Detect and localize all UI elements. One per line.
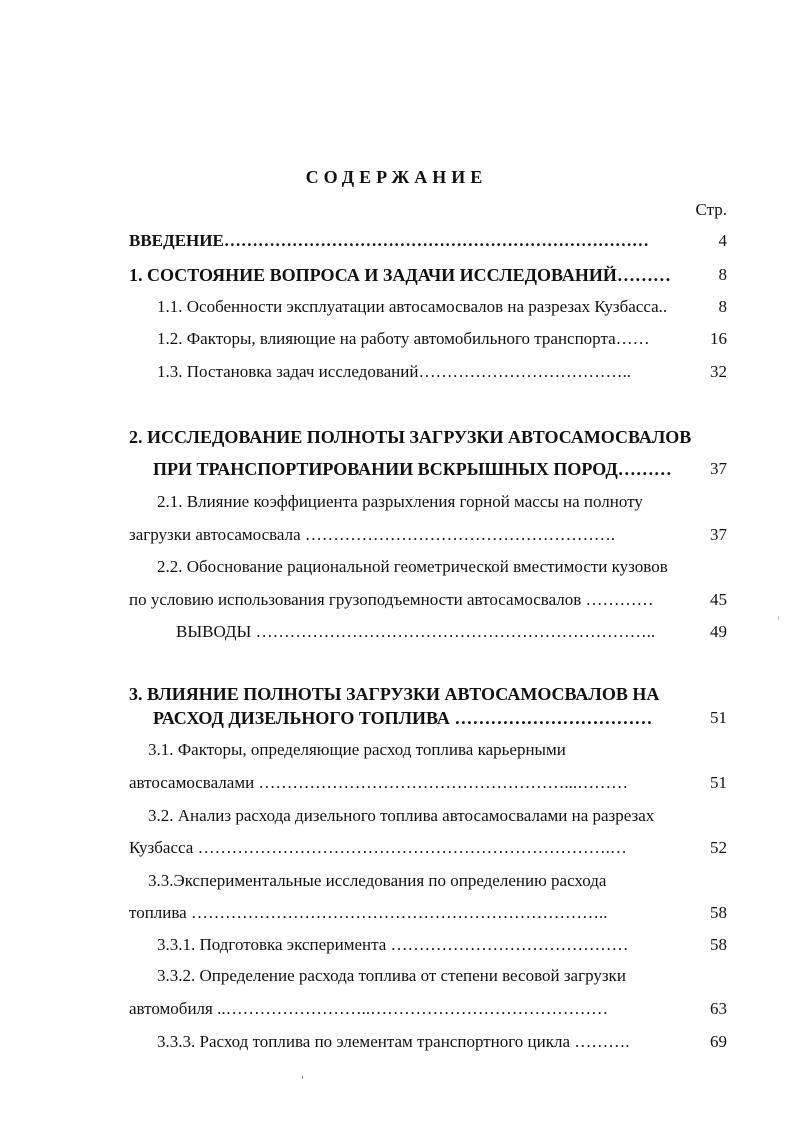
toc-entry-chapter-1[interactable]: 1. СОСТОЯНИЕ ВОПРОСА И ЗАДАЧИ ИССЛЕДОВАНИЙ……… — [129, 265, 671, 285]
toc-entry-2-1[interactable]: 2.1. Влияние коэффициента разрыхления горной массы на полноту — [157, 492, 643, 511]
toc-entry-chapter-3[interactable]: 3. ВЛИЯНИЕ ПОЛНОТЫ ЗАГРУЗКИ АВТОСАМОСВАЛОВ НА — [129, 684, 660, 704]
toc-page-3-3-3: 69 — [710, 1032, 727, 1051]
toc-entry-3-3-2[interactable]: 3.3.2. Определение расхода топлива от степени весовой загрузки — [157, 966, 626, 985]
toc-page-1-2: 16 — [710, 329, 727, 348]
toc-entry-3-3[interactable]: 3.3.Экспериментальные исследования по определению расхода — [148, 871, 607, 890]
toc-entry-3-3-2-cont[interactable]: автомобиля ..……………………..…………………………………… — [129, 999, 609, 1018]
toc-entry-introduction[interactable]: ВВЕДЕНИЕ………………………………………………………………… — [129, 231, 649, 250]
toc-entry-chapter-2[interactable]: 2. ИССЛЕДОВАНИЕ ПОЛНОТЫ ЗАГРУЗКИ АВТОСАМОСВАЛОВ — [129, 427, 692, 447]
toc-entry-1-2[interactable]: 1.2. Факторы, влияющие на работу автомобильного транспорта…… — [157, 329, 650, 348]
toc-entry-3-1[interactable]: 3.1. Факторы, определяющие расход топлива карьерными — [148, 740, 566, 759]
toc-page-introduction: 4 — [718, 231, 727, 250]
toc-page-chapter-1: 8 — [718, 265, 727, 284]
toc-entry-3-3-3[interactable]: 3.3.3. Расход топлива по элементам транспортного цикла ………. — [157, 1032, 630, 1051]
toc-entry-1-3[interactable]: 1.3. Постановка задач исследований……………………………….. — [157, 362, 631, 381]
toc-page-chapter-3: 51 — [710, 708, 727, 727]
toc-page-3-2: 52 — [710, 838, 727, 857]
toc-page-2-2: 45 — [710, 590, 727, 609]
toc-entry-1-1[interactable]: 1.1. Особенности эксплуатации автосамосвалов на разрезах Кузбасса.. — [157, 297, 668, 316]
toc-entry-2-2-cont[interactable]: по условию использования грузоподъемности автосамосвалов ………… — [129, 590, 654, 609]
scan-speck — [302, 1076, 303, 1079]
toc-page-chapter-2: 37 — [710, 459, 727, 478]
toc-page-3-3-1: 58 — [710, 935, 727, 954]
toc-entry-3-2-cont[interactable]: Кузбасса ……………………………………………………………….… — [129, 838, 627, 857]
toc-page-3-1: 51 — [710, 773, 727, 792]
toc-entry-2-2[interactable]: 2.2. Обоснование рациональной геометрической вместимости кузовов — [157, 557, 668, 576]
toc-page-1-1: 8 — [718, 297, 727, 316]
toc-entry-2-1-cont[interactable]: загрузки автосамосвала ………………………………………………. — [129, 525, 616, 544]
toc-page-3-3-2: 63 — [710, 999, 727, 1018]
toc-entry-chapter-3-cont[interactable]: РАСХОД ДИЗЕЛЬНОГО ТОПЛИВА …………………………… — [153, 708, 653, 728]
toc-entry-chapter-2-cont[interactable]: ПРИ ТРАНСПОРТИРОВАНИИ ВСКРЫШНЫХ ПОРОД……… — [153, 459, 672, 479]
page-title: СОДЕРЖАНИЕ — [305, 167, 488, 187]
toc-entry-3-1-cont[interactable]: автосамосвалами ………………………………………………...……… — [129, 773, 629, 792]
toc-entry-3-2[interactable]: 3.2. Анализ расхода дизельного топлива автосамосвалами на разрезах — [148, 806, 655, 825]
toc-page-1-3: 32 — [710, 362, 727, 381]
toc-page-3-3: 58 — [710, 903, 727, 922]
toc-page-conclusions: 49 — [710, 622, 727, 641]
toc-page-2-1: 37 — [710, 525, 727, 544]
toc-entry-conclusions[interactable]: ВЫВОДЫ …………………………………………………………….. — [176, 622, 656, 641]
page-column-label: Стр. — [695, 200, 727, 219]
scan-speck — [778, 616, 779, 620]
toc-entry-3-3-cont[interactable]: топлива ……………………………………………………………….. — [129, 903, 608, 922]
toc-entry-3-3-1[interactable]: 3.3.1. Подготовка эксперимента …………………………………… — [157, 935, 629, 954]
